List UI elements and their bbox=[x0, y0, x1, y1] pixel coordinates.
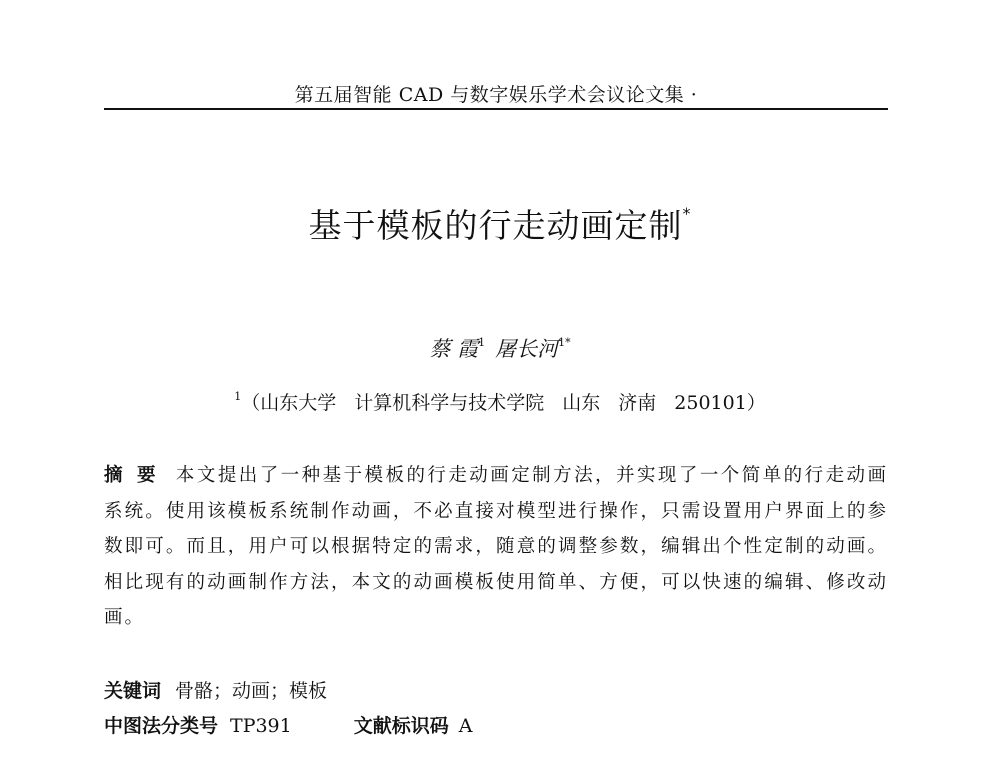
affiliation-department: 计算机科学与技术学院 bbox=[354, 392, 545, 414]
paper-title bbox=[0, 200, 1000, 247]
affiliation-city: 济南 bbox=[618, 392, 657, 414]
document-code-value: A bbox=[458, 715, 473, 737]
header-rule bbox=[104, 108, 888, 110]
affiliation-close-paren: ） bbox=[746, 392, 766, 414]
classification-label: 中图法分类号 bbox=[104, 715, 219, 737]
affiliation-postcode: 250101 bbox=[674, 392, 747, 414]
abstract bbox=[104, 458, 888, 636]
running-head: 第五届智能 CAD 与数字娱乐学术会议论文集 · bbox=[294, 84, 698, 106]
affiliation-mark: 1 bbox=[234, 390, 242, 403]
keywords-value: 骨骼；动画；模板 bbox=[175, 680, 328, 702]
classification-line bbox=[104, 711, 888, 738]
title-footnote-mark: * bbox=[682, 204, 692, 223]
author-line bbox=[0, 333, 1000, 363]
affiliation-province: 山东 bbox=[562, 392, 601, 414]
affiliation-open-paren: （ bbox=[241, 392, 261, 414]
affiliation-university: 山东大学 bbox=[260, 392, 337, 414]
keywords bbox=[104, 676, 888, 703]
author-affiliation-mark: 1 bbox=[478, 336, 486, 349]
classification-value: TP391 bbox=[230, 715, 292, 737]
author-name: 蔡 霞 bbox=[429, 337, 479, 361]
abstract-label: 摘要 bbox=[104, 465, 170, 486]
paper-title-text: 基于模板的行走动画定制 bbox=[308, 206, 683, 245]
keywords-label: 关键词 bbox=[104, 680, 162, 702]
document-code-label: 文献标识码 bbox=[353, 715, 449, 737]
affiliation-line bbox=[0, 388, 1000, 415]
author-affiliation-mark: 1* bbox=[558, 336, 571, 349]
author-name: 屠长河 bbox=[495, 337, 559, 361]
abstract-text: 本文提出了一种基于模板的行走动画定制方法，并实现了一个简单的行走动画系统。使用该模板系统制作动画，不必直接对模型进行操作，只需设置用户界面上的参数即可。而且，用户可以根据特定的需求，随意的调整参数，编辑出个性定制的动画。相比现有的动画制作方法，本文的动画模板使用简单、方便，可以快速的编辑、修改动画。 bbox=[104, 465, 888, 628]
